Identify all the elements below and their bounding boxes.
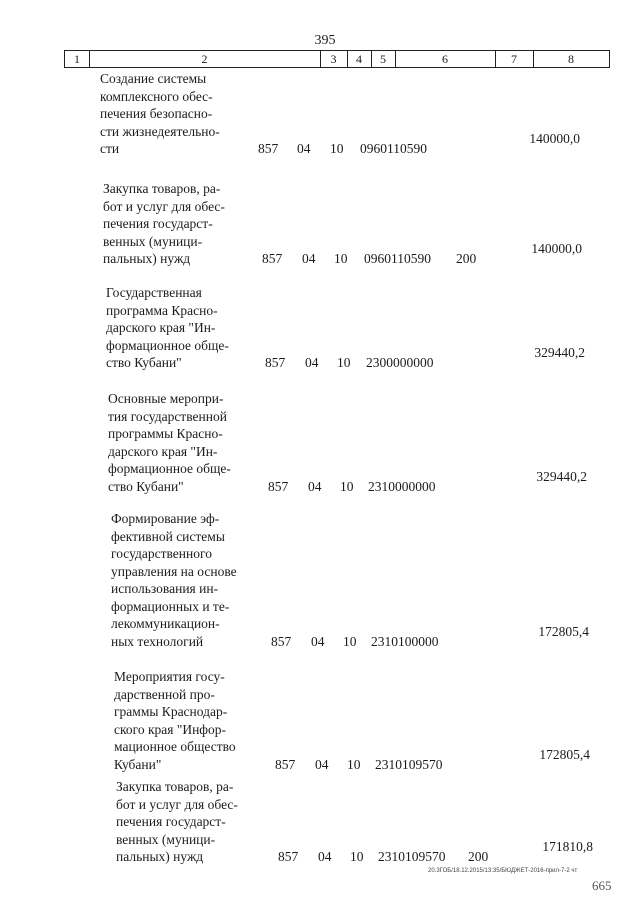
- row-description-line: ство Кубани": [108, 478, 184, 494]
- row-description: [111, 510, 256, 650]
- table-header-row: [64, 50, 610, 68]
- row-code: 857: [262, 251, 283, 266]
- row-code: 857: [275, 756, 296, 772]
- row-subsection: 10: [340, 478, 354, 494]
- row-description-line: Закупка товаров, ра-: [116, 779, 234, 794]
- row-amount: 172805,4: [538, 623, 589, 639]
- header-col-1: 1: [65, 51, 90, 67]
- row-description-line: государственного: [111, 546, 212, 561]
- row-description-line: сти: [100, 141, 120, 156]
- header-col-2: 2: [89, 51, 321, 67]
- page-number-bottom: 665: [592, 878, 612, 893]
- row-description: [108, 390, 253, 495]
- row-description-line: комплексного обес-: [100, 88, 213, 104]
- row-description: [114, 668, 259, 773]
- row-description-line: венных (муници-: [116, 831, 216, 847]
- row-section: 04: [311, 633, 325, 649]
- row-amount: 171810,8: [542, 839, 593, 854]
- row-description-line: печения государст-: [116, 814, 226, 829]
- row-description-line: мационное общество: [114, 739, 236, 754]
- row-description-line: ского края "Инфор-: [114, 721, 227, 737]
- row-subsection: 10: [337, 355, 351, 370]
- page-number-top: 395: [314, 33, 336, 48]
- header-col-6: 6: [395, 51, 496, 67]
- row-amount: 140000,0: [531, 241, 582, 256]
- header-col-8: 8: [568, 52, 574, 66]
- row-description-line: бот и услуг для обес-: [116, 796, 238, 812]
- row-description-line: сти жизнедеятельно-: [100, 123, 220, 139]
- row-section: 04: [315, 756, 329, 772]
- row-subsection: 10: [343, 633, 357, 649]
- row-section: 04: [318, 849, 332, 864]
- row-description: [100, 70, 245, 158]
- footer-note: 20.3ГОБ/18.12.2015/13:35/БЮДЖЕТ-2016-прил-7-2 чт: [428, 868, 578, 874]
- row-description-line: формационное обще-: [108, 461, 231, 476]
- row-description-line: печения государст-: [103, 216, 213, 231]
- row-code: 857: [265, 355, 286, 370]
- row-description: [103, 180, 248, 268]
- row-description-line: программы Красно-: [108, 426, 223, 441]
- row-description-line: пальных) нужд: [116, 849, 204, 864]
- row-target-article: 0960110590: [364, 251, 431, 266]
- row-description-line: дарственной про-: [114, 686, 215, 702]
- row-description-line: бот и услуг для обес-: [103, 198, 225, 214]
- row-target-article: 2310000000: [368, 478, 436, 494]
- row-section: 04: [308, 478, 322, 494]
- row-description-line: граммы Краснодар-: [114, 704, 228, 719]
- row-description-line: Мероприятия госу-: [114, 669, 225, 684]
- row-description-line: Государственная: [106, 285, 202, 300]
- row-description-line: Кубани": [114, 756, 162, 772]
- row-description-line: Создание системы: [100, 71, 207, 86]
- row-target-article: 0960110590: [360, 141, 427, 156]
- row-section: 04: [305, 355, 319, 370]
- row-description-line: ных технологий: [111, 633, 204, 649]
- row-code: 857: [258, 141, 279, 156]
- row-target-article: 2310109570: [378, 849, 446, 864]
- header-col-4: 4: [347, 51, 372, 67]
- row-amount: 172805,4: [539, 746, 590, 762]
- row-description-line: Формирование эф-: [111, 511, 220, 526]
- row-expense-type: 200: [456, 251, 477, 266]
- row-description-line: программа Красно-: [106, 302, 218, 318]
- row-section: 04: [302, 251, 316, 266]
- row-expense-type: 200: [468, 849, 489, 864]
- row-description-line: печения безопасно-: [100, 106, 213, 121]
- row-description-line: лекоммуникацион-: [111, 616, 220, 631]
- row-description: [106, 284, 251, 372]
- row-description-line: управления на основе: [111, 563, 237, 579]
- row-target-article: 2310100000: [371, 633, 439, 649]
- row-description: [116, 778, 261, 866]
- row-description-line: дарского края "Ин-: [108, 443, 218, 459]
- row-description-line: пальных) нужд: [103, 251, 191, 266]
- row-section: 04: [297, 141, 311, 156]
- row-description-line: тия государственной: [108, 408, 227, 424]
- row-description-line: дарского края "Ин-: [106, 320, 216, 335]
- row-code: 857: [271, 633, 292, 649]
- row-description-line: ство Кубани": [106, 355, 182, 370]
- row-amount: 329440,2: [534, 345, 585, 360]
- header-col-5: 5: [371, 51, 396, 67]
- row-description-line: Закупка товаров, ра-: [103, 181, 221, 196]
- row-description-line: фективной системы: [111, 528, 225, 544]
- row-subsection: 10: [347, 756, 361, 772]
- row-subsection: 10: [334, 251, 348, 266]
- row-code: 857: [278, 849, 299, 864]
- row-subsection: 10: [330, 141, 344, 156]
- row-description-line: формационных и те-: [111, 598, 230, 614]
- row-target-article: 2310109570: [375, 756, 443, 772]
- row-amount: 329440,2: [536, 468, 587, 484]
- row-subsection: 10: [350, 849, 364, 864]
- header-col-3: 3: [320, 51, 348, 67]
- row-description-line: Основные меропри-: [108, 391, 224, 406]
- header-col-7: 7: [495, 51, 534, 67]
- row-code: 857: [268, 478, 289, 494]
- row-description-line: венных (муници-: [103, 233, 203, 249]
- row-description-line: формационное обще-: [106, 337, 229, 353]
- row-amount: 140000,0: [529, 131, 580, 146]
- row-description-line: использования ин-: [111, 581, 219, 596]
- row-target-article: 2300000000: [366, 355, 434, 370]
